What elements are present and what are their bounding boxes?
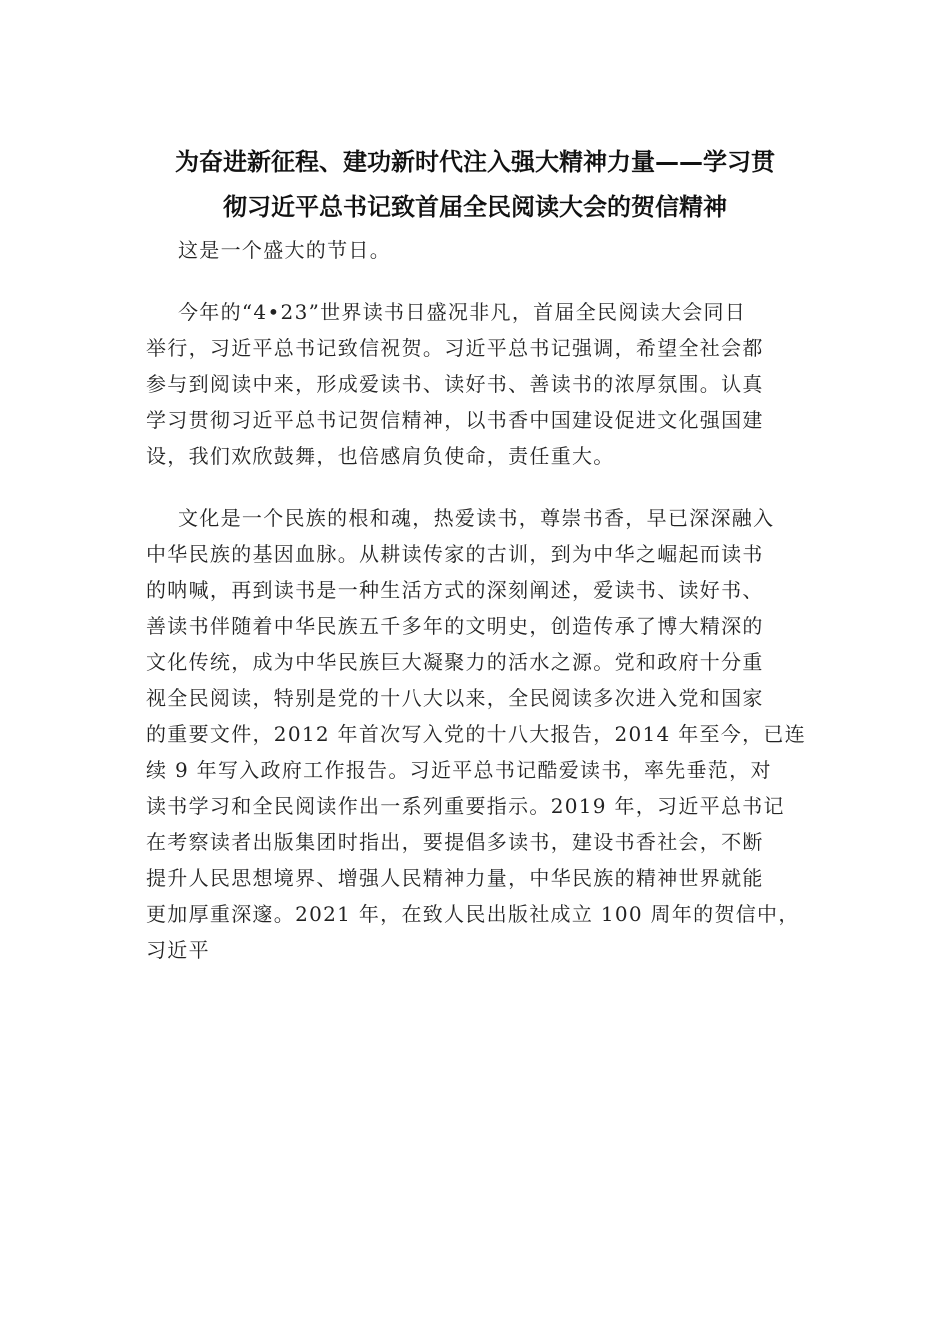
paragraph-line: 习近平 (146, 938, 210, 962)
paragraph-line: 中华民族的基因血脉。从耕读传家的古训，到为中华之崛起而读书 (146, 542, 764, 566)
paragraph-line: 今年的“4•23”世界读书日盛况非凡，首届全民阅读大会同日 (178, 300, 747, 324)
paragraph-line: 参与到阅读中来，形成爱读书、读好书、善读书的浓厚氛围。认真 (146, 372, 764, 396)
paragraph-line: 的重要文件，2012 年首次写入党的十八大报告，2014 年至今，已连 (146, 722, 807, 746)
paragraph-line: 更加厚重深邃。2021 年，在致人民出版社成立 100 周年的贺信中， (146, 902, 800, 926)
document-body (146, 232, 806, 994)
paragraph-line: 设，我们欢欣鼓舞，也倍感肩负使命，责任重大。 (146, 444, 615, 468)
paragraph-line: 善读书伴随着中华民族五千多年的文明史，创造传承了博大精深的 (146, 614, 764, 638)
paragraph-line: 的呐喊，再到读书是一种生活方式的深刻阐述，爱读书、读好书、 (146, 578, 764, 602)
paragraph-line: 举行，习近平总书记致信祝贺。习近平总书记强调，希望全社会都 (146, 336, 764, 360)
document-title (130, 140, 820, 230)
paragraph-line: 在考察读者出版集团时指出，要提倡多读书，建设书香社会，不断 (146, 830, 764, 854)
paragraph-2 (146, 294, 806, 474)
paragraph-line: 文化是一个民族的根和魂，热爱读书，尊崇书香，早已深深融入 (178, 506, 775, 530)
title-line: 为奋进新征程、建功新时代注入强大精神力量——学习贯 (175, 148, 775, 176)
title-line: 彻习近平总书记致首届全民阅读大会的贺信精神 (223, 193, 727, 221)
paragraph-line: 文化传统，成为中华民族巨大凝聚力的活水之源。党和政府十分重 (146, 650, 764, 674)
paragraph-line: 这是一个盛大的节日。 (178, 238, 391, 262)
paragraph-line: 提升人民思想境界、增强人民精神力量，中华民族的精神世界就能 (146, 866, 764, 890)
paragraph-line: 读书学习和全民阅读作出一系列重要指示。2019 年，习近平总书记 (146, 794, 785, 818)
paragraph-line: 续 9 年写入政府工作报告。习近平总书记酷爱读书，率先垂范，对 (146, 758, 772, 782)
paragraph-3 (146, 500, 806, 968)
paragraph-1 (146, 232, 806, 268)
paragraph-line: 视全民阅读，特别是党的十八大以来，全民阅读多次进入党和国家 (146, 686, 764, 710)
paragraph-line: 学习贯彻习近平总书记贺信精神，以书香中国建设促进文化强国建 (146, 408, 764, 432)
